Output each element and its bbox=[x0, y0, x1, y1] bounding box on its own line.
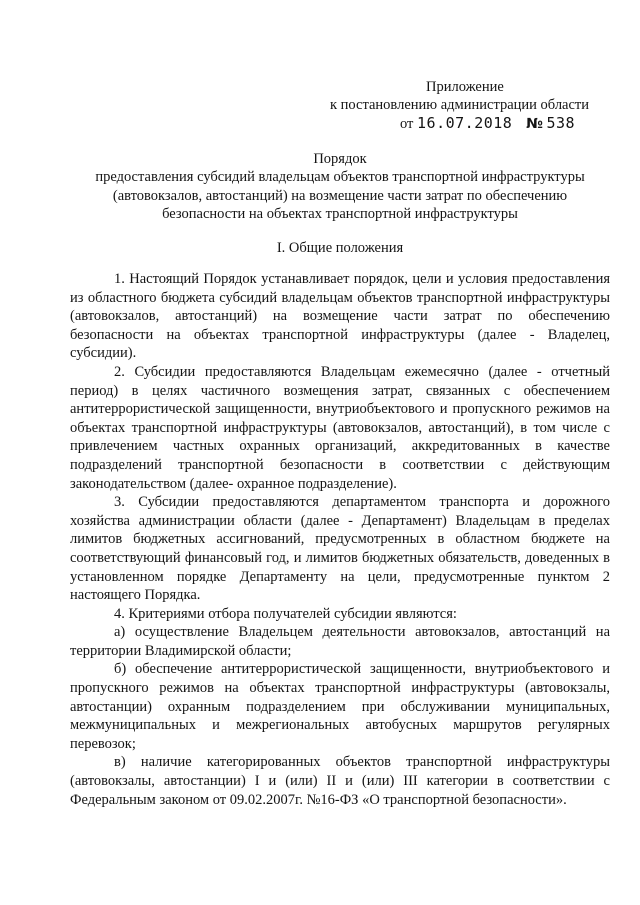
document-title bbox=[70, 150, 610, 224]
resolution-number: 538 bbox=[546, 114, 576, 132]
number-sign: № bbox=[525, 116, 543, 132]
title-heading: Порядок bbox=[313, 151, 367, 167]
criterion-b: б) обеспечение антитеррористической защищенности, внутриобъектового и пропускного режимов на объектах транспортной инфраструктуры (автовокзалы, автостанции) охранным подразделением при обслуживании муниципальных, межмуниципальных и межрегиональных автобусных маршрутов регулярных перевозок; bbox=[70, 661, 610, 752]
paragraph-2: 2. Субсидии предоставляются Владельцам ежемесячно (далее - отчетный период) в целях частичного возмещения затрат, связанных с обеспечением антитеррористической защищенности, внутриобъектового и пропускного режимов на объектах транспортной инфраструктуры (автовокзалов, автостанций), в том числе с привлечением частных охранных организаций, аккредитованных в качестве подразделений транспортной безопасности в соответствии с действующим законодательством (далее- охранное подразделение). bbox=[70, 363, 610, 492]
paragraph-3: 3. Субсидии предоставляются департаментом транспорта и дорожного хозяйства администрации области (далее - Департамент) Владельцам в пределах лимитов бюджетных ассигнований, предусмотренных в областном бюджете на соответствующий финансовый год, и лимитов бюджетных обязательств, доведенных в установленном порядке Департаменту на цели, предусмотренные пунктом 2 настоящего Порядка. bbox=[70, 494, 610, 604]
appendix-reference: к постановлению администрации области bbox=[330, 97, 590, 113]
paragraph-1: 1. Настоящий Порядок устанавливает порядок, цели и условия предоставления из областного бюджета субсидий владельцам объектов транспортной инфраструктуры (автовокзалов, автостанций) на возмещение части затрат по обеспечению безопасности на объектах транспортной инфраструктуры (далее - Владелец, субсидии). bbox=[70, 271, 610, 362]
document-body bbox=[70, 270, 610, 809]
appendix-date-line bbox=[300, 114, 605, 133]
section-heading: I. Общие положения bbox=[276, 240, 404, 256]
criterion-v: в) наличие категорированных объектов транспортной инфраструктуры (автовокзалы, автостанции) I и (или) II и (или) III категории в соответствии с Федеральным законом от 09.02.2007г. №16-ФЗ «О транспортной безопасности». bbox=[70, 754, 610, 808]
resolution-date: 16.07.2018 bbox=[417, 114, 513, 132]
appendix-header bbox=[300, 78, 605, 133]
criterion-a: а) осуществление Владельцем деятельности автовокзалов, автостанций на территории Владимирской области; bbox=[70, 624, 610, 659]
title-subject: предоставления субсидий владельцам объектов транспортной инфраструктуры (автовокзалов, автостанций) на возмещение части затрат по обеспечению безопасности на объектах транспортной инфраструктуры bbox=[95, 169, 585, 223]
appendix-title: Приложение bbox=[426, 79, 504, 95]
date-prefix: от bbox=[400, 116, 414, 132]
paragraph-4: 4. Критериями отбора получателей субсидии являются: bbox=[114, 605, 457, 622]
